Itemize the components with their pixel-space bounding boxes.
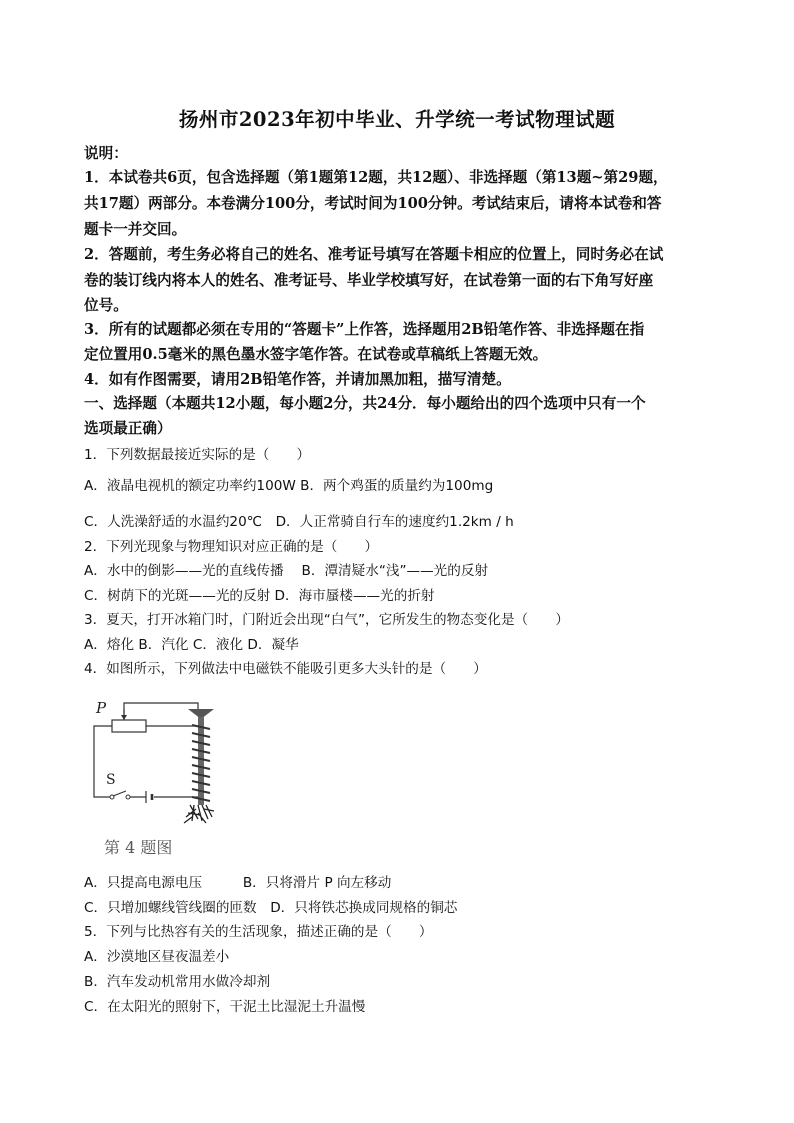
question-2-stem: 2．下列光现象与物理知识对应正确的是（ ） <box>84 539 379 555</box>
section-heading: 一、选择题（本题共12小题，每小题2分，共24分．每小题给出的四个选项中只有一个 <box>84 395 646 412</box>
question-4-stem: 4．如图所示，下列做法中电磁铁不能吸引更多大头针的是（ ） <box>84 661 487 677</box>
instruction-line: 定位置用0.5毫米的黑色墨水签字笔作答。在试卷或草稿纸上答题无效。 <box>84 346 548 363</box>
instruction-line: 1．本试卷共6页，包含选择题（第1题第12题，共12题）、非选择题（第13题~第29题， <box>84 169 668 186</box>
question-5-option-a: A．沙漠地区昼夜温差小 <box>84 949 230 965</box>
instructions-heading: 说明： <box>84 145 128 162</box>
figure-caption: 第 4 题图 <box>104 838 173 857</box>
electromagnet-circuit-figure <box>88 693 228 861</box>
question-5-option-c: C．在太阳光的照射下，干泥土比湿泥土升温慢 <box>84 999 366 1015</box>
instruction-line: 卷的装订线内将本人的姓名、准考证号、毕业学校填写好，在试卷第一面的右下角写好座 <box>84 272 654 289</box>
section-heading: 选项最正确） <box>84 420 172 437</box>
page-title: 扬州市2023年初中毕业、升学统一考试物理试题 <box>178 108 616 131</box>
question-1-options: C．人洗澡舒适的水温约20℃ D．人正常骑自行车的速度约1.2km / h <box>84 514 514 530</box>
question-3-options: A．熔化 B．汽化 C．液化 D．凝华 <box>84 637 299 653</box>
instruction-line: 位号。 <box>84 297 128 314</box>
question-4-options: A．只提高电源电压 B．只将滑片 P 向左移动 <box>84 875 392 891</box>
question-1-stem: 1．下列数据最接近实际的是（ ） <box>84 447 311 463</box>
question-2-options: A．水中的倒影——光的直线传播 B．潭清疑水“浅”——光的反射 <box>84 563 489 579</box>
instruction-line: 共17题）两部分。本卷满分100分，考试时间为100分钟。考试结束后，请将本试卷和答 <box>84 195 662 212</box>
question-4-options: C．只增加螺线管线圈的匝数 D．只将铁芯换成同规格的铜芯 <box>84 900 458 916</box>
question-3-stem: 3．夏天，打开冰箱门时，门附近会出现“白气”，它所发生的物态变化是（ ） <box>84 612 569 628</box>
question-2-options: C．树荫下的光斑——光的反射 D．海市蜃楼——光的折射 <box>84 588 435 604</box>
question-1-options: A．液晶电视机的额定功率约100W B．两个鸡蛋的质量约为100mg <box>84 478 494 494</box>
question-5-stem: 5．下列与比热容有关的生活现象，描述正确的是（ ） <box>84 924 433 940</box>
instruction-line: 3．所有的试题都必须在专用的“答题卡”上作答，选择题用2B铅笔作答、非选择题在指 <box>84 321 645 338</box>
instruction-line: 4．如有作图需要，请用2B铅笔作答，并请加黑加粗，描写清楚。 <box>84 371 511 388</box>
instruction-line: 题卡一并交回。 <box>84 221 187 238</box>
question-5-option-b: B．汽车发动机常用水做冷却剂 <box>84 974 271 990</box>
label-p: P <box>96 699 107 717</box>
label-s: S <box>106 772 116 788</box>
instruction-line: 2．答题前，考生务必将自己的姓名、准考证号填写在答题卡相应的位置上，同时务必在试 <box>84 246 664 263</box>
